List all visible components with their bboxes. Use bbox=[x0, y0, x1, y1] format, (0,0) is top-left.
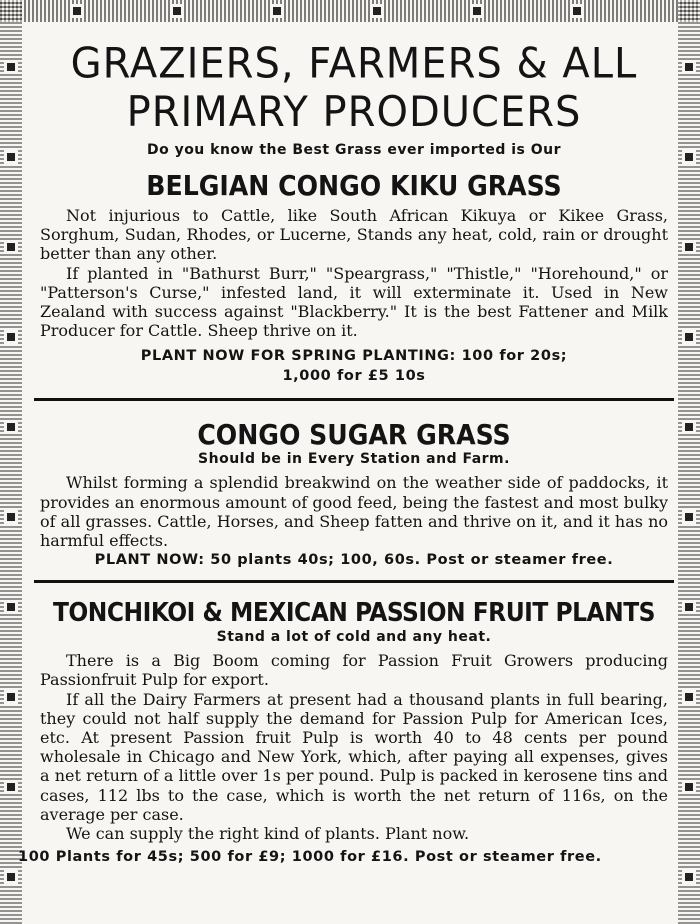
headline: GRAZIERS, FARMERS & ALL PRIMARY PRODUCERS bbox=[70, 39, 638, 137]
paragraph: If all the Dairy Farmers at present had a thousand plants in full bearing, they could not half supply the demand for Passion Pulp for American Ices, etc. At present Passion fruit Pulp is worth 40 to 48 cents per pound wholesale in Chicago and New York, which, after paying all expenses, gives a net return of a little over 1s per pound. Pulp is packed in kerosene tins and cases, 112 lbs to the case, which is worth the net return of 116s, on the average per case. bbox=[40, 689, 668, 824]
border-ornament-icon bbox=[4, 330, 18, 344]
border-ornament-icon bbox=[682, 690, 696, 704]
paragraph: There is a Big Boom coming for Passion Fruit Growers producing Passionfruit Pulp for export. bbox=[40, 651, 668, 690]
border-ornament-icon bbox=[682, 780, 696, 794]
paragraph: Not injurious to Cattle, like South African Kikuya or Kikee Grass, Sorghum, Sudan, Rhodes, or Lucerne, Stands any heat, cold, rain or drought better than any other. bbox=[40, 206, 668, 264]
section-title: BELGIAN CONGO KIKU GRASS bbox=[146, 169, 562, 202]
offer-line: 100 Plants for 45s; 500 for £9; 1000 for £16. Post or steamer free. bbox=[18, 849, 602, 866]
section-kiku-grass bbox=[40, 170, 668, 384]
advertisement bbox=[18, 20, 668, 866]
ornamental-border-top bbox=[0, 0, 700, 22]
border-ornament-icon bbox=[4, 60, 18, 74]
section-subtitle: Stand a lot of cold and any heat. bbox=[216, 629, 492, 646]
border-ornament-icon bbox=[4, 780, 18, 794]
paragraph: Whilst forming a splendid breakwind on the weather side of paddocks, it provides an enormous amount of good feed, being the fastest and most bulky of all grasses. Cattle, Horses, and Sheep fatten and thrive on it, and it has no harmful effects. bbox=[40, 473, 668, 551]
border-ornament-icon bbox=[682, 240, 696, 254]
border-ornament-icon bbox=[170, 4, 184, 18]
border-ornament-icon bbox=[370, 4, 384, 18]
border-ornament-icon bbox=[682, 60, 696, 74]
border-ornament-icon bbox=[4, 510, 18, 524]
section-passion-fruit bbox=[18, 597, 668, 866]
border-ornament-icon bbox=[70, 4, 84, 18]
border-ornament-icon bbox=[4, 870, 18, 884]
paragraph: If planted in "Bathurst Burr," "Speargrass," "Thistle," "Horehound," or "Patterson's Curse," infested land, it will exterminate it. Used in New Zealand with success against "Blackberry." It is the best Fattener and Milk Producer for Cattle. Sheep thrive on it. bbox=[40, 263, 668, 341]
section-sugar-grass bbox=[40, 419, 668, 568]
border-ornament-icon bbox=[4, 420, 18, 434]
offer-line: 1,000 for £5 10s bbox=[282, 368, 426, 385]
offer-line: PLANT NOW FOR SPRING PLANTING: 100 for 20s; bbox=[140, 348, 568, 365]
offer-line: PLANT NOW: 50 plants 40s; 100, 60s. Post or steamer free. bbox=[94, 552, 614, 569]
border-ornament-icon bbox=[682, 420, 696, 434]
paragraph: We can supply the right kind of plants. Plant now. bbox=[66, 824, 470, 844]
border-ornament-icon bbox=[682, 330, 696, 344]
divider bbox=[34, 580, 674, 583]
border-ornament-icon bbox=[682, 150, 696, 164]
section-subtitle: Should be in Every Station and Farm. bbox=[198, 451, 510, 468]
section-title: TONCHIKOI & MEXICAN PASSION FRUIT PLANTS bbox=[52, 598, 656, 629]
section-title: CONGO SUGAR GRASS bbox=[197, 418, 511, 452]
border-ornament-icon bbox=[4, 600, 18, 614]
border-ornament-icon bbox=[470, 4, 484, 18]
border-ornament-icon bbox=[4, 690, 18, 704]
border-ornament-icon bbox=[682, 600, 696, 614]
border-ornament-icon bbox=[270, 4, 284, 18]
intro-line: Do you know the Best Grass ever imported is Our bbox=[146, 142, 562, 158]
border-ornament-icon bbox=[682, 870, 696, 884]
divider bbox=[34, 398, 674, 401]
border-ornament-icon bbox=[682, 510, 696, 524]
border-ornament-icon bbox=[4, 150, 18, 164]
border-ornament-icon bbox=[570, 4, 584, 18]
border-ornament-icon bbox=[4, 240, 18, 254]
